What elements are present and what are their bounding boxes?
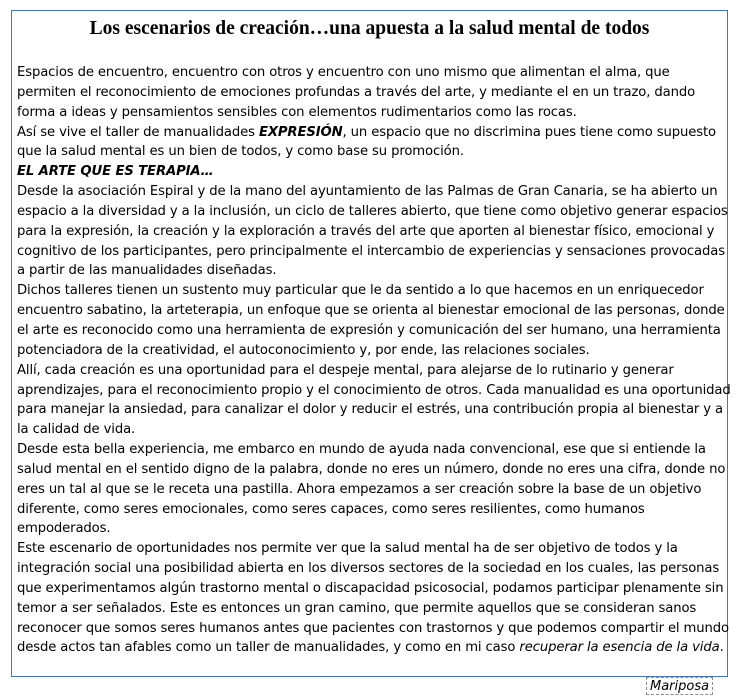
paragraph-workshop-tail: , un espacio que no discrimina pues tiene como supuesto que la salud mental es un bien de todos, y como base su promoción. [17, 124, 716, 160]
conclusion-emphasis: recuperar la esencia de la vida [519, 640, 720, 656]
paragraph-creation: Allí, cada creación es una oportunidad para el despeje mental, para alejarse de lo rutinario y generar aprendizajes, para el reconocimiento propio y el conocimiento de otros. Cada manualidad es una oportunidad para manejar la ansiedad, para canalizar el dolor y reducir el estrés, una contribución propia al bienestar y a la calidad de vida. [17, 362, 731, 438]
article-body [17, 63, 731, 658]
workshop-name: EXPRESIÓN [258, 124, 343, 140]
paragraph-art-therapy: Dichos talleres tienen un sustento muy particular que le da sentido a lo que hacemos en un enriquecedor encuentro sabatino, la arteterapia, un enfoque que se orienta al bienestar emocional de las personas, donde el arte es reconocido como una herramienta de expresión y comunicación del ser humano, una herramienta potenciadora de la creatividad, el autoconocimiento y, por ende, las relaciones sociales. [17, 283, 725, 358]
paragraph-association: Desde la asociación Espiral y de la mano del ayuntamiento de las Palmas de Gran Canaria, se ha abierto un espacio a la diversidad y a la inclusión, un ciclo de talleres abierto, que tiene como objetivo generar espacios para la expresión, la creación y la exploración a través del arte que aporten al bienestar físico, emocional y cognitivo de los participantes, pero principalmente el intercambio de experiencias y sensaciones provocadas a partir de las manualidades diseñadas. [17, 184, 728, 279]
paragraph-experience: Desde esta bella experiencia, me embarco en mundo de ayuda nada convencional, ese que si entiende la salud mental en el sentido digno de la palabra, donde no eres un número, donde no eres una cifra, donde no eres un tal al que se le receta una pastilla. Ahora empezamos a ser creación sobre la base de un objetivo diferente, como seres emocionales, como seres capaces, como seres resilientes, como humanos empoderados. [17, 442, 726, 537]
article-title: Los escenarios de creación…una apuesta a la salud mental de todos [89, 18, 650, 39]
paragraph-conclusion-tail: . [719, 640, 724, 656]
paragraph-workshop [17, 123, 731, 163]
article-frame [11, 10, 731, 677]
paragraph-workshop-lead: Así se vive el taller de manualidades [17, 124, 259, 140]
paragraph-intro: Espacios de encuentro, encuentro con otros y encuentro con uno mismo que alimentan el alma, que permiten el reconocimiento de emociones profundas a través del arte, y mediante el en un trazo, dando forma a ideas y pensamientos sensibles con elementos rudimentarios como las rocas. [17, 65, 696, 120]
section-subheading: EL ARTE QUE ES TERAPIA… [17, 164, 214, 180]
paragraph-conclusion-lead: Este escenario de oportunidades nos permite ver que la salud mental ha de ser objetivo de todos y la integración social una posibilidad abierta en los diversos sectores de la sociedad en los cuales, las personas que experimentamos algún trastorno mental o discapacidad psicosocial, podamos participar plenamente sin temor a ser señalados. Este es entonces un gran camino, que permite aquellos que se consideran sanos reconocer que somos seres humanos antes que pacientes con trastornos y que podemos compartir el mundo desde actos tan afables como un taller de manualidades, y como en mi caso [17, 541, 729, 656]
paragraph-conclusion [17, 539, 731, 658]
author-signature: Mariposa [646, 677, 713, 695]
